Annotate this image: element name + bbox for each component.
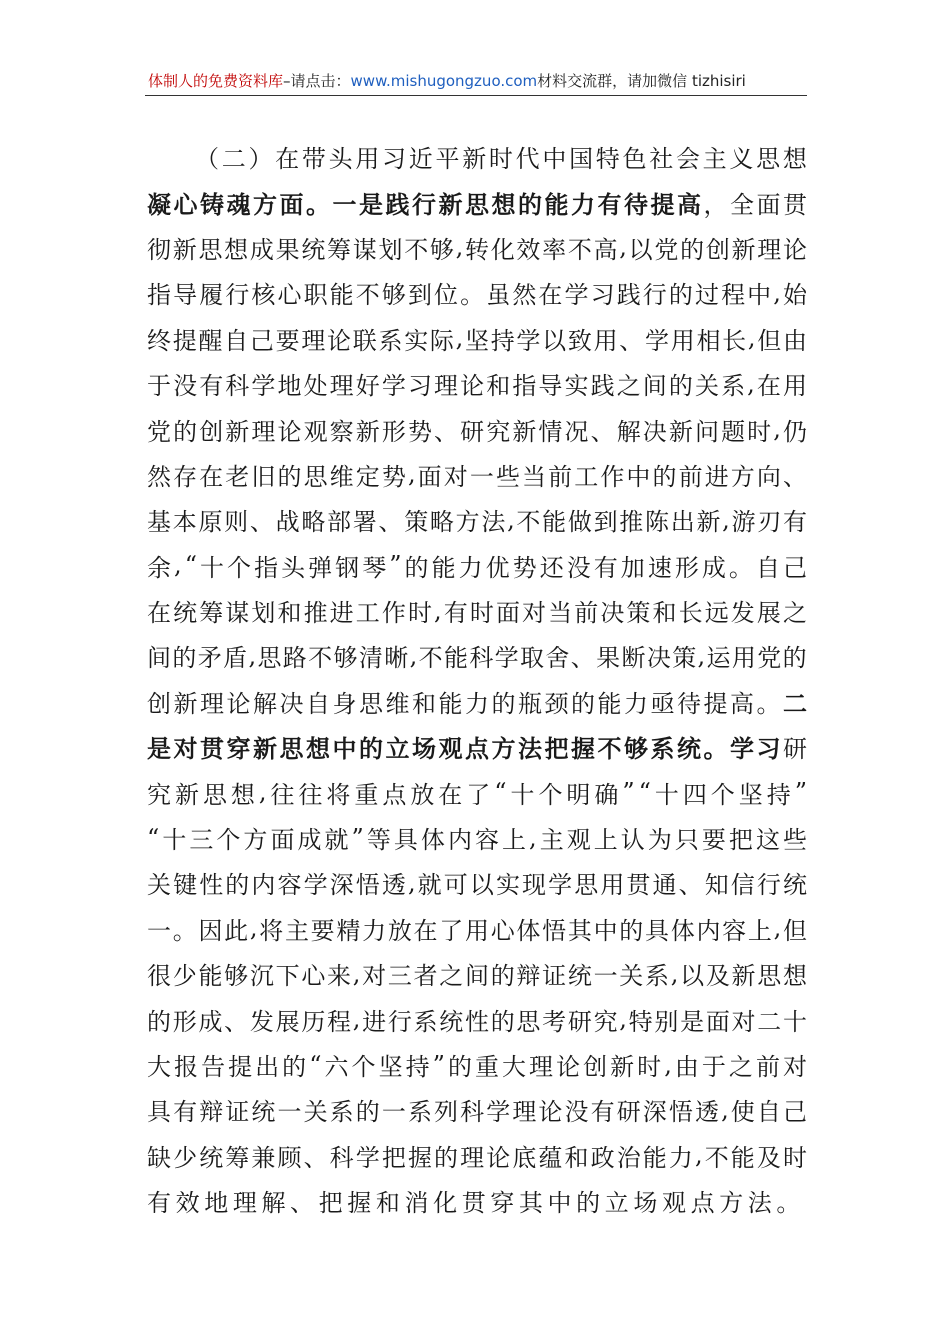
header-divider — [145, 95, 807, 96]
text-line: 具 有 辩 证 统 一 关 系 的 一 系 列 科 学 理 论 没 有 研 深 悟 透 , 使 自 己 — [147, 1095, 807, 1127]
header-link[interactable]: www.mishugongzuo.com — [350, 72, 538, 90]
text-line: 余 , “ 十 个 指 头 弹 钢 琴 ” 的 能 力 优 势 还 没 有 加 速 形 成 。 自 己 — [147, 551, 807, 582]
text-line: 指 导 履 行 核 心 职 能 不 够 到 位 。 虽 然 在 学 习 践 行 的 过 程 中 , 始 — [147, 278, 807, 310]
text-line: 彻 新 思 想 成 果 统 筹 谋 划 不 够 , 转 化 效 率 不 高 , 以 党 的 创 新 理 论 — [147, 233, 807, 264]
text-line: 终 提 醒 自 己 要 理 论 联 系 实 际 , 坚 持 学 以 致 用 、 学 用 相 长 , 但 由 — [147, 324, 807, 355]
text-line: 间 的 矛 盾 , 思 路 不 够 清 晰 , 不 能 科 学 取 舍 、 果 断 决 策 , 运 用 党 的 — [147, 641, 807, 673]
text-line: 是 对 贯 穿 新 思 想 中 的 立 场 观 点 方 法 把 握 不 够 系 统 。 学 习 研 — [147, 734, 807, 764]
header-brand: 体制人的免费资料库 — [148, 72, 284, 90]
text-line: （ 二 ） 在 带 头 用 习 近 平 新 时 代 中 国 特 色 社 会 主 义 思 想 — [195, 145, 807, 174]
text-line: 在 统 筹 谋 划 和 推 进 工 作 时 , 有 时 面 对 当 前 决 策 和 长 远 发 展 之 — [147, 596, 807, 628]
text-line: 的 形 成 、 发 展 历 程 , 进 行 系 统 性 的 思 考 研 究 , 特 别 是 面 对 二 十 — [147, 1005, 807, 1036]
text-line: 很 少 能 够 沉 下 心 来 , 对 三 者 之 间 的 辩 证 统 一 关 系 , 以 及 新 思 想 — [147, 959, 807, 991]
document-body — [147, 134, 807, 1223]
text-line: 党 的 创 新 理 论 观 察 新 形 势 、 研 究 新 情 况 、 解 决 新 问 题 时 , 仍 — [147, 415, 807, 446]
text-line: 究 新 思 想 , 往 往 将 重 点 放 在 了 “ 十 个 明 确 ” “ 十 四 个 坚 持 ” — [147, 778, 807, 809]
header-contact: 材料交流群，请加微信 tizhisiri — [537, 72, 746, 90]
text-line: 一 。 因 此 , 将 主 要 精 力 放 在 了 用 心 体 悟 其 中 的 具 体 内 容 上 , 但 — [147, 914, 807, 945]
text-line: 基 本 原 则 、 战 略 部 署 、 策 略 方 法 , 不 能 做 到 推 陈 出 新 , 游 刃 有 — [147, 505, 807, 537]
text-line: 创 新 理 论 解 决 自 身 思 维 和 能 力 的 瓶 颈 的 能 力 亟 待 提 高 。 二 — [147, 688, 807, 718]
text-line: 关 键 性 的 内 容 学 深 悟 透 , 就 可 以 实 现 学 思 用 贯 通 、 知 信 行 统 — [147, 868, 807, 900]
header-prompt: –请点击： — [283, 72, 351, 90]
text-line: “ 十 三 个 方 面 成 就 ” 等 具 体 内 容 上 , 主 观 上 认 为 只 要 把 这 些 — [147, 823, 807, 855]
text-line: 然 存 在 老 旧 的 思 维 定 势 , 面 对 一 些 当 前 工 作 中 的 前 进 方 向 、 — [147, 460, 807, 491]
page-header — [148, 66, 804, 92]
text-line: 凝 心 铸 魂 方 面 。 一 是 践 行 新 思 想 的 能 力 有 待 提 高 ， 全 面 贯 — [147, 189, 807, 219]
text-line: 缺 少 统 筹 兼 顾 、 科 学 把 握 的 理 论 底 蕴 和 政 治 能 力 , 不 能 及 时 — [147, 1141, 807, 1172]
text-line: 有 效 地 理 解 、 把 握 和 消 化 贯 穿 其 中 的 立 场 观 点 方 法 。 — [147, 1189, 806, 1218]
text-line: 于 没 有 科 学 地 处 理 好 学 习 理 论 和 指 导 实 践 之 间 的 关 系 , 在 用 — [147, 369, 807, 401]
text-line: 大 报 告 提 出 的 “ 六 个 坚 持 ” 的 重 大 理 论 创 新 时 , 由 于 之 前 对 — [147, 1050, 807, 1081]
